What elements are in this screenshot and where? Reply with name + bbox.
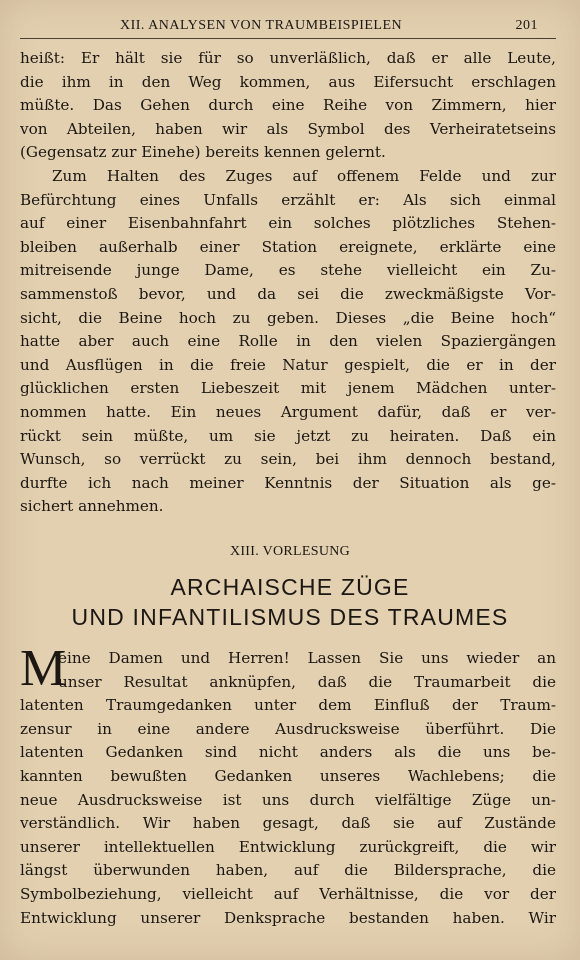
text-line: unser Resultat anknüpfen, daß die Traumarbeit die: [58, 672, 556, 691]
text-line: und Ausflügen in die freie Natur gespielt, die er in der: [20, 355, 556, 374]
text-line: unserer intellektuellen Entwicklung zurückgreift, die wir: [20, 837, 556, 856]
text-line: Entwicklung unserer Denksprache bestanden haben. Wir: [20, 908, 556, 927]
page-number: 201: [515, 18, 538, 33]
text-line: sammenstoß bevor, und da sei die zweckmäßigste Vor-: [20, 284, 556, 303]
paragraph-2: [20, 165, 556, 519]
text-line: auf einer Eisenbahnfahrt ein solches plötzliches Stehen-: [20, 214, 556, 233]
text-line: glücklichen ersten Liebeszeit mit jenem Mädchen unter-: [20, 379, 556, 398]
drop-cap: M: [20, 640, 67, 697]
text-line: eine Damen und Herren! Lassen Sie uns wieder an: [58, 649, 556, 667]
running-header: [20, 14, 556, 39]
text-line: Wunsch, so verrückt zu sein, bei ihm dennoch bestand,: [20, 450, 556, 469]
paragraph-1: [20, 47, 556, 165]
text-line: hatte aber auch eine Rolle in den vielen Spaziergängen: [20, 332, 556, 351]
text-line: Zum Halten des Zuges auf offenem Felde und zur: [52, 167, 556, 185]
text-line: längst überwunden haben, auf die Bildersprache, die: [20, 861, 556, 880]
text-line: mitreisende junge Dame, es stehe vielleicht ein Zu-: [20, 261, 556, 280]
text-line: zensur in eine andere Ausdrucksweise überführt. Die: [20, 719, 556, 738]
text-line: nommen hatte. Ein neues Argument dafür, daß er ver-: [20, 402, 556, 421]
text-line: latenten Gedanken sind nicht anders als die uns be-: [20, 743, 556, 762]
text-line: müßte. Das Gehen durch eine Reihe von Zimmern, hier: [20, 96, 556, 115]
paragraph-3: [20, 647, 556, 930]
text-line: kannten bewußten Gedanken unseres Wachlebens; die: [20, 766, 556, 785]
chapter-label: XIII. VORLESUNG: [229, 544, 351, 559]
text-line: rückt sein müßte, um sie jetzt zu heiraten. Daß ein: [20, 426, 556, 445]
chapter-title-line-1: ARCHAISCHE ZÜGE: [170, 574, 410, 600]
text-line: sicht, die Beine hoch zu geben. Dieses „die Beine hoch“: [20, 308, 556, 327]
text-line: verständlich. Wir haben gesagt, daß sie auf Zustände: [20, 814, 556, 833]
running-title: XII. ANALYSEN VON TRAUMBEISPIELEN: [120, 18, 403, 33]
text-line: durfte ich nach meiner Kenntnis der Situation als ge-: [20, 473, 556, 492]
text-line: die ihm in den Weg kommen, aus Eifersucht erschlagen: [20, 72, 556, 91]
text-line: sichert annehmen.: [20, 497, 164, 516]
text-line: Befürchtung eines Unfalls erzählt er: Als sich einmal: [20, 190, 556, 209]
text-line: heißt: Er hält sie für so unverläßlich, daß er alle Leute,: [20, 49, 556, 67]
text-line: bleiben außerhalb einer Station ereignete, erklärte eine: [20, 237, 556, 256]
text-line: (Gegensatz zur Einehe) bereits kennen gelernt.: [20, 143, 386, 162]
chapter-title-line-2: UND INFANTILISMUS DES TRAUMES: [71, 604, 509, 630]
text-line: neue Ausdrucksweise ist uns durch vielfältige Züge un-: [20, 790, 556, 809]
text-line: latenten Traumgedanken unter dem Einfluß der Traum-: [20, 696, 556, 715]
text-line: von Abteilen, haben wir als Symbol des Verheiratetseins: [20, 119, 556, 138]
text-line: Symbolbeziehung, vielleicht auf Verhältnisse, die vor der: [20, 884, 556, 903]
